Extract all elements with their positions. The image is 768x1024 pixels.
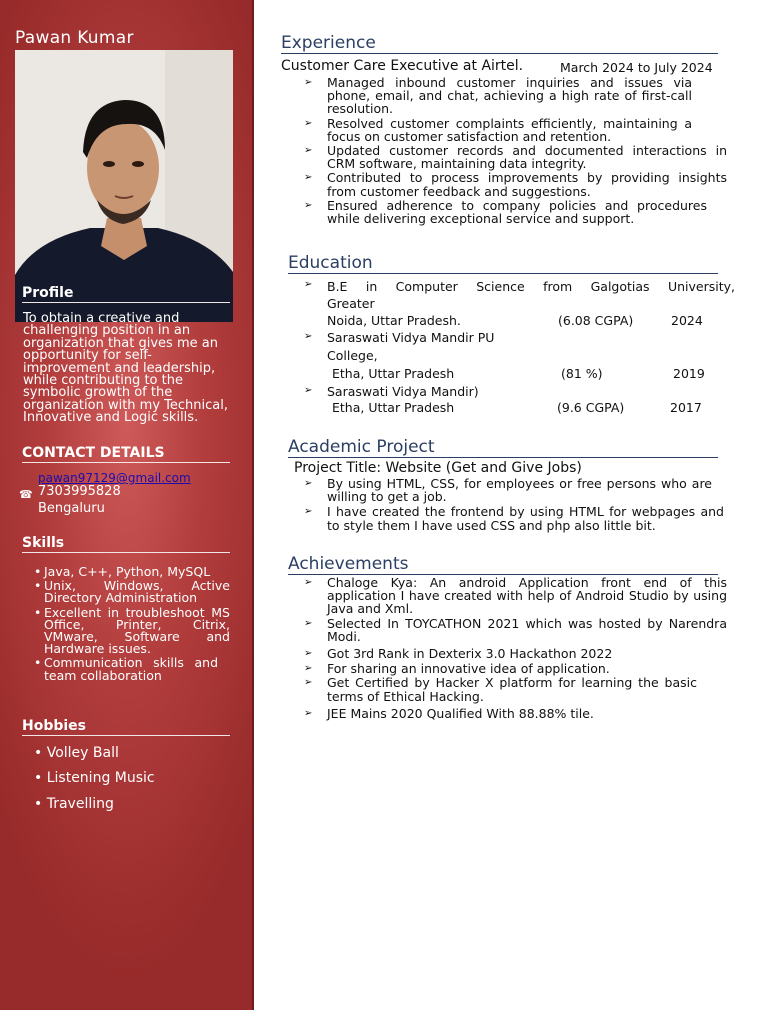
education-1-score: (6.08 CGPA) (558, 313, 634, 328)
achievement-bullet: ➢ Got 3rd Rank in Dexterix 3.0 Hackathon 2022 (304, 647, 727, 660)
education-3-score: (9.6 CGPA) (557, 400, 625, 415)
candidate-name: Pawan Kumar (15, 28, 134, 48)
education-heading: Education (288, 253, 718, 274)
skills-list (34, 566, 230, 684)
sidebar (0, 0, 254, 1010)
education-1-place: Noida, Uttar Pradesh. (327, 313, 461, 328)
project-bullets (304, 477, 724, 532)
education-2-year: 2019 (673, 366, 705, 381)
hobby-item: • Listening Music (34, 770, 155, 786)
skill-item: • Unix, Windows, Active Directory Administration (34, 580, 230, 604)
profile-summary: To obtain a creative and challenging position in an organization that gives me an opportunity for self-improvement and leadership, while contributing to the symbolic growth of the organization with my Technical, Innovative and Logic skills. (23, 311, 228, 426)
education-2-score: (81 %) (561, 366, 603, 381)
experience-bullet: ➢ Managed inbound customer inquiries and issues via phone, email, and chat, achieving a high rate of first-call resolution. (304, 76, 692, 116)
skill-item: • Communication skills and team collaboration (34, 657, 218, 681)
education-3-place: Etha, Uttar Pradesh (332, 400, 455, 415)
experience-bullet: ➢ Updated customer records and documented interactions in CRM software, maintaining data integrity. (304, 144, 727, 170)
skill-item: • Excellent in troubleshoot MS Office, Printer, Citrix, VMware, Software and Hardware issues. (34, 607, 230, 656)
skills-heading: Skills (22, 535, 230, 553)
experience-bullets (304, 76, 727, 225)
phone-number: 7303995828 (38, 484, 121, 499)
achievement-bullet: ➢ For sharing an innovative idea of application. (304, 662, 727, 675)
achievement-bullet: ➢ JEE Mains 2020 Qualified With 88.88% tile. (304, 707, 727, 720)
education-1-year: 2024 (671, 313, 703, 328)
achievement-bullet: ➢ Selected In TOYCATHON 2021 which was hosted by Narendra Modi. (304, 617, 727, 643)
contact-heading: CONTACT DETAILS (22, 445, 230, 463)
hobby-item: • Travelling (34, 796, 114, 812)
education-2-school: Saraswati Vidya Mandir PU (327, 330, 495, 345)
education-2-school-cont: College, (327, 348, 378, 363)
hobby-item: • Volley Ball (34, 745, 119, 761)
profile-photo (15, 50, 233, 322)
job-dates: March 2024 to July 2024 (560, 60, 713, 75)
project-bullet: ➢ I have created the frontend by using HTML for webpages and to style them I have used CSS and php also little bit. (304, 505, 724, 531)
experience-bullet: ➢ Resolved customer complaints efficiently, maintaining a focus on customer satisfaction and retention. (304, 117, 692, 143)
phone-icon: ☎ (19, 488, 33, 501)
experience-bullet: ➢ Contributed to process improvements by providing insights from customer feedback and suggestions. (304, 171, 727, 197)
job-title: Customer Care Executive at Airtel. (281, 58, 524, 74)
education-bullet-icon: ➢ (304, 279, 313, 290)
project-title: Project Title: Website (Get and Give Jobs) (294, 460, 582, 476)
experience-heading: Experience (281, 33, 718, 54)
experience-bullet: ➢ Ensured adherence to company policies and procedures while delivering exceptional service and support. (304, 199, 707, 225)
hobbies-heading: Hobbies (22, 718, 230, 736)
achievements-bullets (304, 576, 727, 720)
education-3-school: Saraswati Vidya Mandir) (327, 384, 479, 399)
education-1-degree-cont: Greater (327, 296, 375, 311)
education-3-year: 2017 (670, 400, 702, 415)
education-1-degree: B.E in Computer Science from Galgotias University, (327, 279, 735, 294)
education-bullet-icon: ➢ (304, 385, 313, 396)
project-heading: Academic Project (288, 437, 718, 458)
education-bullet-icon: ➢ (304, 331, 313, 342)
achievements-heading: Achievements (288, 554, 718, 575)
achievement-bullet: ➢ Get Certified by Hacker X platform for learning the basic terms of Ethical Hacking. (304, 676, 697, 702)
project-bullet: ➢ By using HTML, CSS, for employees or free persons who are willing to get a job. (304, 477, 712, 503)
skill-item: • Java, C++, Python, MySQL (34, 566, 230, 578)
achievement-bullet: ➢ Chaloge Kya: An android Application front end of this application I have created with help of Android Studio by using Java and Xml. (304, 576, 727, 616)
email-link[interactable]: pawan97129@gmail.com (38, 471, 191, 485)
education-2-place: Etha, Uttar Pradesh (332, 366, 455, 381)
profile-heading: Profile (22, 285, 230, 303)
city: Bengaluru (38, 501, 105, 516)
